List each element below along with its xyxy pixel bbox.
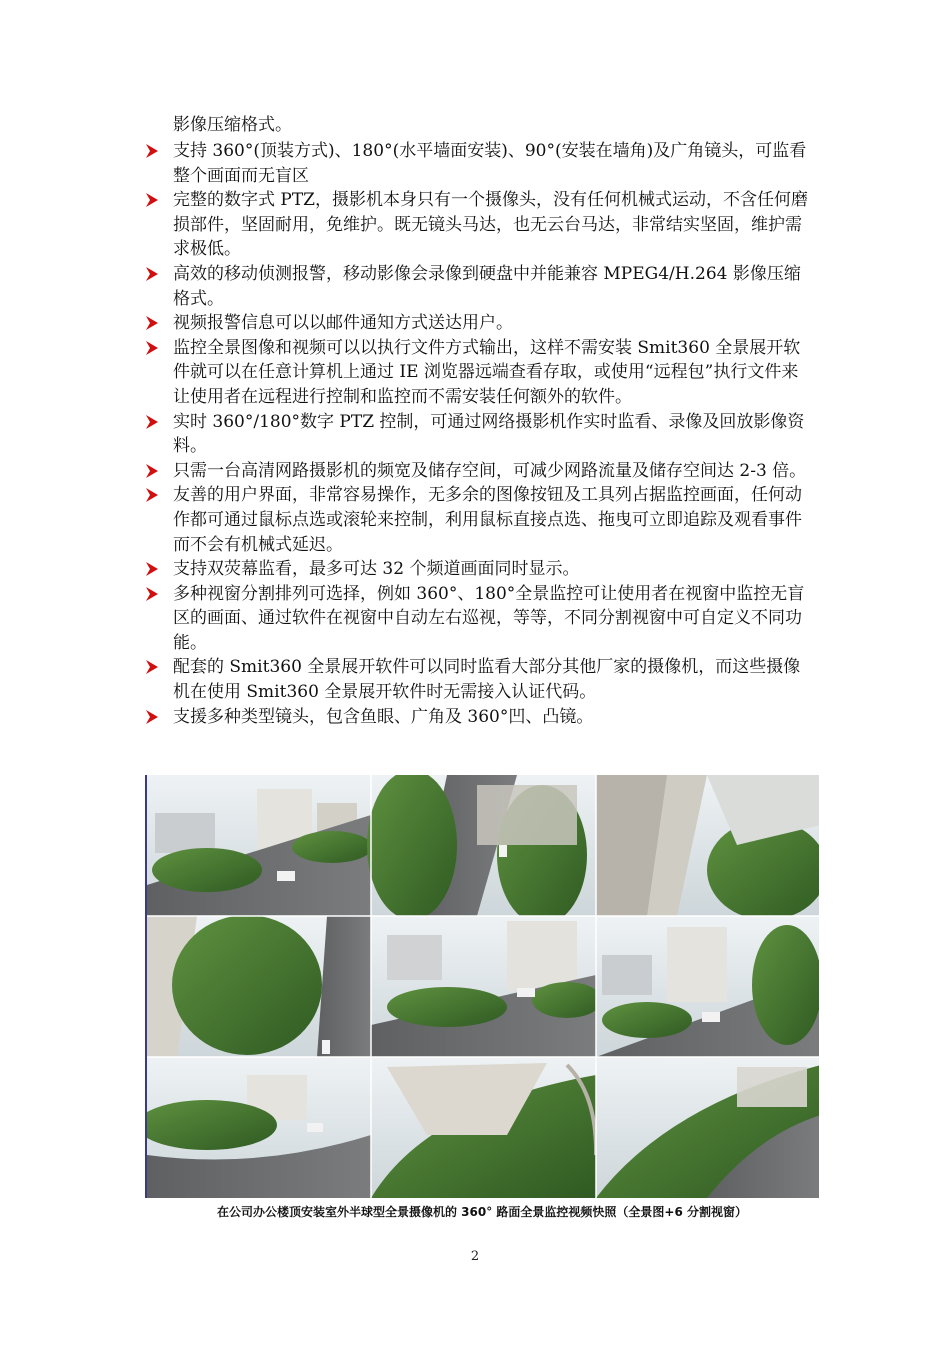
- view-cell-7: [147, 1057, 371, 1198]
- arrow-bullet-icon: [145, 561, 159, 577]
- list-item-text: 支持双荧幕监看，最多可达 32 个频道画面同时显示。: [173, 559, 580, 580]
- arrow-bullet-icon: [145, 315, 159, 331]
- arrow-bullet-icon: [145, 266, 159, 282]
- list-item-text: 支持 360°(顶装方式)、180°(水平墙面安装)、90°(安装在墙角)及广角镜头，可监看整个画面而无盲区: [173, 141, 807, 186]
- list-item: [145, 336, 815, 410]
- list-item-text: 监控全景图像和视频可以以执行文件方式输出，这样不需安装 Smit360 全景展开软件就可以在任意计算机上通过 IE 浏览器远端查看存取，或使用“远程包”执行文件来让使用者在远程进行控制和监控而不需安装任何额外的软件。: [173, 337, 801, 407]
- list-item-text: 只需一台高清网路摄影机的频宽及储存空间，可减少网路流量及储存空间达 2-3 倍。: [173, 460, 807, 481]
- feature-list: [145, 139, 815, 729]
- arrow-bullet-icon: [145, 463, 159, 479]
- view-cell-4: [147, 915, 371, 1057]
- view-cell-1: [147, 775, 372, 916]
- list-item-text: 配套的 Smit360 全景展开软件可以同时监看大部分其他厂家的摄像机，而这些摄像机在使用 Smit360 全景展开软件时无需接入认证代码。: [173, 657, 801, 703]
- list-item-text: 视频报警信息可以以邮件通知方式送达用户。: [173, 313, 513, 334]
- view-cell-8: [371, 1057, 596, 1198]
- view-cell-6: [596, 916, 819, 1057]
- list-item: [145, 410, 815, 459]
- arrow-bullet-icon: [145, 659, 159, 675]
- page-number: 2: [470, 1249, 480, 1264]
- list-item: [145, 483, 815, 557]
- panorama-snapshot-figure: [145, 775, 819, 1198]
- list-item: [145, 705, 815, 730]
- view-cell-9: [596, 1057, 819, 1198]
- continuation-text: 影像压缩格式。: [173, 115, 292, 135]
- list-item-text: 完整的数字式 PTZ，摄影机本身只有一个摄像头，没有任何机械式运动，不含任何磨损部件，坚固耐用，免维护。既无镜头马达，也无云台马达，非常结实坚固，维护需求极低。: [173, 190, 808, 260]
- list-item-text: 支援多种类型镜头，包含鱼眼、广角及 360°凹、凸镜。: [173, 706, 594, 727]
- list-item-text: 高效的移动侦测报警，移动影像会录像到硬盘中并能兼容 MPEG4/H.264 影像压缩格式。: [173, 263, 801, 309]
- list-item: [145, 262, 815, 311]
- list-item: [145, 311, 815, 336]
- figure-caption: 在公司办公楼顶安装室外半球型全景摄像机的 360° 路面全景监控视频快照（全景图+6 分割视窗）: [217, 1205, 747, 1219]
- view-cell-5: [371, 916, 602, 1057]
- arrow-bullet-icon: [145, 487, 159, 503]
- arrow-bullet-icon: [145, 143, 159, 159]
- arrow-bullet-icon: [145, 586, 159, 602]
- list-item: [145, 139, 815, 188]
- list-item: [145, 459, 815, 484]
- list-item: [145, 582, 815, 656]
- arrow-bullet-icon: [145, 192, 159, 208]
- arrow-bullet-icon: [145, 709, 159, 725]
- list-item-text: 实时 360°/180°数字 PTZ 控制，可通过网络摄影机作实时监看、录像及回放影像资料。: [173, 411, 805, 457]
- arrow-bullet-icon: [145, 340, 159, 356]
- view-cell-2: [367, 775, 596, 925]
- arrow-bullet-icon: [145, 414, 159, 430]
- list-item: [145, 557, 815, 582]
- list-item-text: 友善的用户界面，非常容易操作，无多余的图像按钮及工具列占据监控画面，任何动作都可通过鼠标点选或滚轮来控制，利用鼠标直接点选、拖曳可立即追踪及观看事件而不会有机械式延迟。: [173, 485, 802, 555]
- list-item: [145, 655, 815, 704]
- panorama-grid: [147, 775, 819, 1198]
- list-item: [145, 188, 815, 262]
- list-item-text: 多种视窗分割排列可选择，例如 360°、180°全景监控可让使用者在视窗中监控无盲区的画面、通过软件在视窗中自动左右巡视，等等，不同分割视窗中可自定义不同功能。: [173, 583, 805, 653]
- view-cell-3: [596, 775, 819, 920]
